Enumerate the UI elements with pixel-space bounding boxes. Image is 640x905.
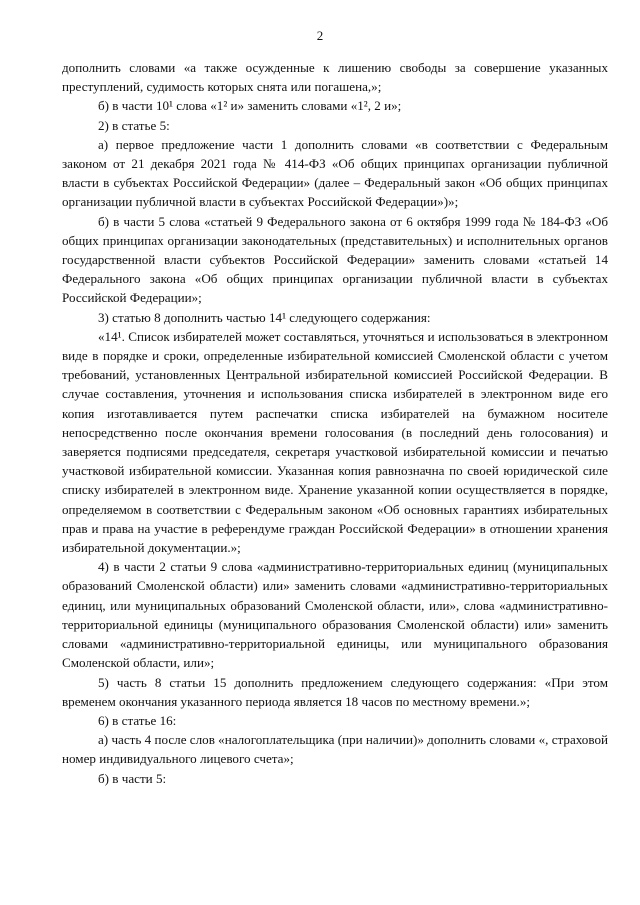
paragraph: 4) в части 2 статьи 9 слова «административно-территориальных единиц (муниципальных образований Смоленской области) или» заменить словами «административно-территориальных единиц, или муниципальных образований Смоленской области, или», слова «административно-территориальной единицы (муниципального образования Смоленской области) или» заменить словами «административно-территориальной единицы, или муниципального образования Смоленской области, или»; (62, 559, 608, 671)
paragraph: б) в части 10¹ слова «1² и» заменить словами «1², 2 и»; (98, 98, 402, 114)
paragraph: «14¹. Список избирателей может составляться, уточняться и использоваться в электронном виде в порядке и сроки, определенные избирательной комиссией Смоленской области с учетом требований, установленных Центральной избирательной комиссией Российской Федерации. В случае составления, уточнения и использования списка избирателей в электронном виде его копия изготавливается путем распечатки списка избирателей на бумажном носителе непосредственно после окончания времени голосования (в последний день голосования) и заверяется подписями председателя, секретаря участковой избирательной комиссии и печатью участковой избирательной комиссии. Указанная копия равнозначна по своей юридической силе списку избирателей в электронном виде. Хранение указанной копии осуществляется в порядке, определяемом в соответствии с Федеральным законом «Об основных гарантиях избирательных прав и права на участие в референдуме граждан Российской Федерации» в отношении хранения избирательной документации.»; (62, 328, 608, 556)
paragraph: б) в части 5: (98, 770, 167, 786)
paragraph: б) в части 5 слова «статьей 9 Федерального закона от 6 октября 1999 года № 184-ФЗ «Об общих принципах организации законодательных (представительных) и исполнительных органов государственной власти субъектов Российской Федерации» заменить словами «статьей 14 Федерального закона «Об общих принципах организации публичной власти в субъектах Российской Федерации»; (62, 213, 608, 306)
paragraph: дополнить словами «а также осужденные к лишению свободы за совершение указанных преступлений, судимость которых снята или погашена,»; (62, 60, 608, 95)
document-body (62, 58, 608, 788)
paragraph: 5) часть 8 статьи 15 дополнить предложением следующего содержания: «При этом временем окончания указанного периода является 18 часов по местному времени.»; (62, 674, 608, 709)
paragraph: 2) в статье 5: (98, 117, 170, 133)
paragraph: 6) в статье 16: (98, 712, 177, 728)
paragraph: а) первое предложение части 1 дополнить словами «в соответствии с Федеральным законом от 21 декабря 2021 года № 414-ФЗ «Об общих принципах организации публичной власти в субъектах Российской Федерации» (далее – Федеральный закон «Об общих принципах организации публичной власти в субъектах Российской Федерации»)»; (62, 136, 608, 210)
page-number: 2 (316, 28, 324, 43)
paragraph: а) часть 4 после слов «налогоплательщика (при наличии)» дополнить словами «, страховой номер индивидуального лицевого счета»; (62, 732, 608, 767)
paragraph: 3) статью 8 дополнить частью 14¹ следующего содержания: (98, 309, 431, 325)
